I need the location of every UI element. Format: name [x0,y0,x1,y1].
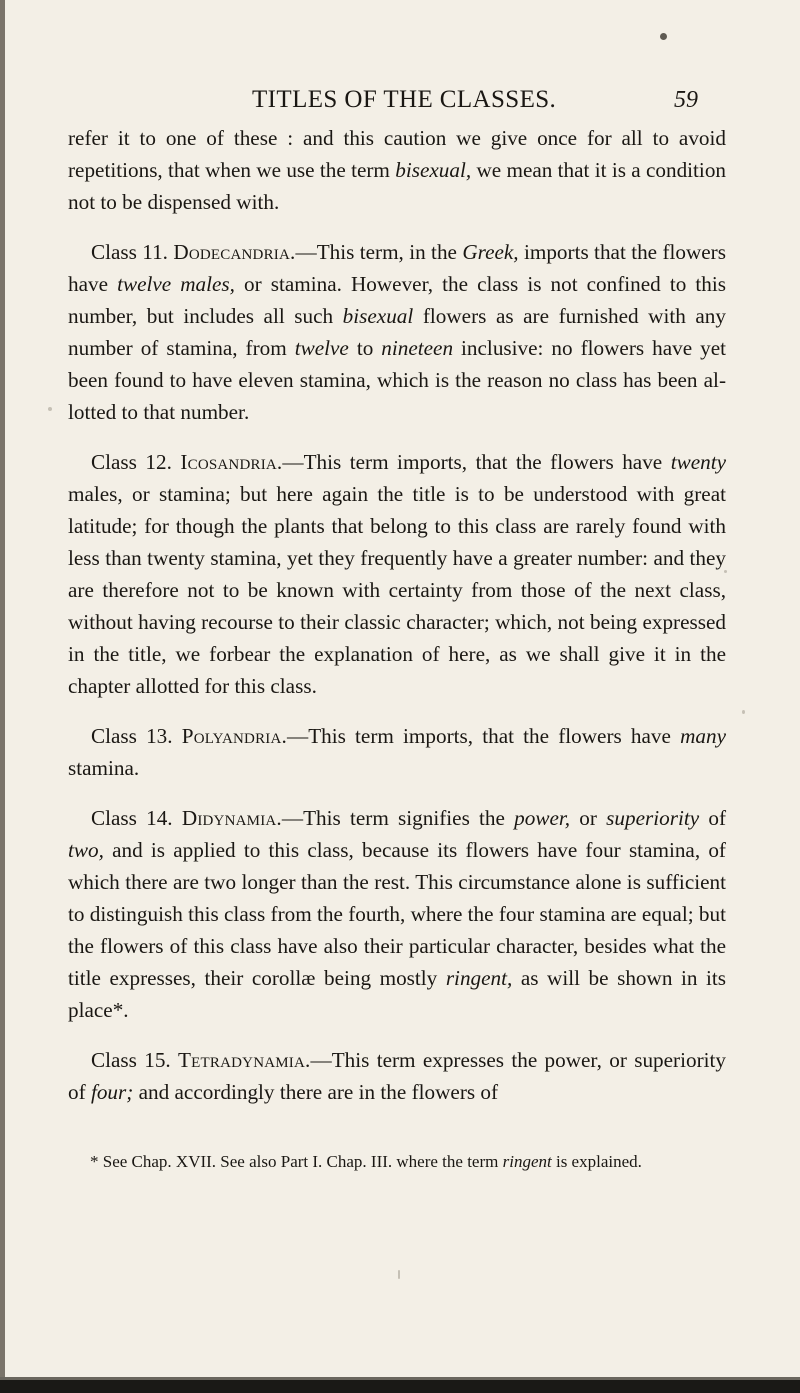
paper-speck [398,1270,400,1279]
paper-speck [660,33,667,40]
class-label: Class 12. [91,450,181,474]
paper-speck [48,407,52,411]
class-description-text: and is applied to this class, because its flowers have four stamina, of which there are two longer than the rest. This circumstance alone is sufficient to distinguish this class from the fourth, where the four stamina are equal; but the flowers of this class have also their particular character, besides what the title expresses, their corollæ being mostly [68,838,726,990]
italic-term: superiority [606,806,700,830]
italic-term: four; [90,1080,134,1104]
class-15-paragraph [68,1044,726,1108]
class-label: Class 11. [91,240,174,264]
class-description-text: or [570,806,607,830]
class-11-paragraph [68,236,726,428]
intro-paragraph [68,122,726,218]
class-name: Polyandria. [181,724,288,748]
running-head [0,86,800,116]
italic-term: Greek, [462,240,519,264]
footnote-text: * See Chap. XVII. See also Part I. Chap. III. where the term [90,1152,503,1171]
class-description-text: stamina. [68,756,140,780]
class-name: Icosandria. [180,450,283,474]
class-description-text: of [68,1080,91,1104]
class-description-text: —This term, in the [295,240,463,264]
class-name: Didynamia. [181,806,282,830]
class-description-text: —This term signifies the [281,806,515,830]
page-number: 59 [674,87,698,113]
footnote-text: is explained. [551,1152,642,1171]
class-description-text: flowers as are furnished with any number of stamina, from [68,304,726,360]
class-name: Dodecandria. [173,240,296,264]
class-14-paragraph [68,802,726,1026]
class-description-text: —This term imports, that the flowers have [282,450,671,474]
italic-term: twenty [670,450,726,474]
italic-term: two, [68,838,104,862]
class-description-text: as will be shown in its place*. [68,966,726,1022]
class-description-text: males, or stamina; but here again the title is to be understood with great latitude; for though the plants that belong to this class are rarely found with less than twenty stamina, yet they frequently have a greater number: and they are therefore not to be known with certainty from those of the next class, without having recourse to their classic character; which, not being expressed in the title, we forbear the explanation of here, as we shall give it in the chapter allotted for this class. [68,482,726,698]
class-label: Class 15. [91,1048,179,1072]
class-description-text: —This term imports, that the flowers have [287,724,681,748]
class-description-text: inclusive: no flowers have yet been found to have eleven stamina, which is the reason no class has been allotted to that number. [68,336,726,424]
intro-text: we mean that it is a condition not to be dispensed with. [68,158,727,214]
page-left-edge [0,0,5,1393]
class-description-text: —This term expresses the power, or superiority [310,1048,726,1072]
italic-term: many [680,724,726,748]
class-description-text: or stamina. However, the class is not confined to this number, but includes all such [68,272,726,328]
class-description-text: to [348,336,382,360]
class-label: Class 14. [91,806,182,830]
italic-term: nineteen [381,336,454,360]
class-12-paragraph [68,446,726,702]
intro-italic-term: bisexual, [395,158,472,182]
page-bottom-edge [0,1380,800,1393]
paper-speck [742,710,745,714]
italic-term: twelve [294,336,349,360]
running-title: TITLES OF THE CLASSES. [252,86,557,113]
italic-term: bisexual [342,304,414,328]
class-13-paragraph [68,720,726,784]
intro-text: refer it to one of these : and this caution we give once for all to avoid repetitions, that when we use the term [68,126,726,182]
class-name: Tetradynamia. [178,1048,311,1072]
footnote [68,1150,718,1174]
body-text [68,122,726,1108]
class-description-text: of [699,806,727,830]
italic-term: twelve males, [117,272,235,296]
italic-term: ringent, [445,966,513,990]
footnote-italic-term: ringent [502,1152,552,1171]
italic-term: power, [514,806,571,830]
class-label: Class 13. [91,724,182,748]
class-description-text: and accordingly there are in the flowers of [133,1080,499,1104]
class-description-text: imports that the flowers have [68,240,726,296]
